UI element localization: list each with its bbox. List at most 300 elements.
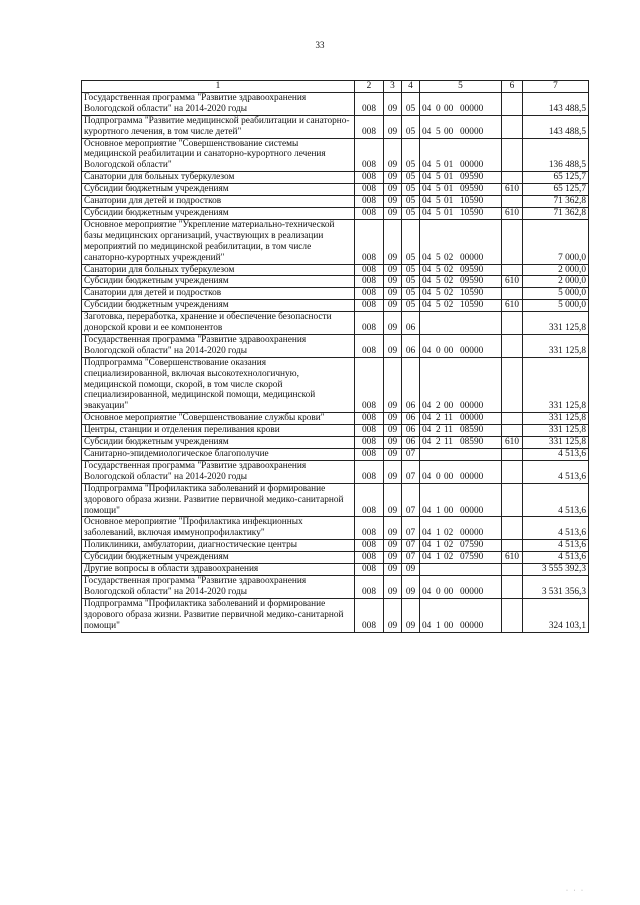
article-part: 0 xyxy=(436,103,441,114)
expense-type-code xyxy=(502,312,523,335)
subsection-code: 05 xyxy=(402,300,420,312)
ministry-code: 008 xyxy=(355,172,384,184)
subsection-code: 05 xyxy=(402,115,420,138)
article-part: 5 xyxy=(436,252,441,263)
header-cell: 5 xyxy=(420,81,502,93)
article-part: 5 xyxy=(436,172,441,183)
table-row xyxy=(82,300,589,312)
article-part: 04 xyxy=(422,300,432,311)
row-name: Субсидии бюджетным учреждениям xyxy=(82,300,355,312)
article-part: 00000 xyxy=(460,103,484,114)
table-row xyxy=(82,413,589,425)
row-name: Основное мероприятие "Совершенствование службы крови" xyxy=(82,413,355,425)
table-row xyxy=(82,598,589,632)
table-row xyxy=(82,449,589,461)
table-row xyxy=(82,460,589,483)
header-cell: 2 xyxy=(355,81,384,93)
amount: 143 488,5 xyxy=(523,115,589,138)
section-code: 09 xyxy=(384,184,402,196)
subsection-code: 05 xyxy=(402,276,420,288)
article-part: 02 xyxy=(444,264,454,275)
amount: 331 125,8 xyxy=(523,334,589,357)
target-article-code xyxy=(420,300,502,312)
subsection-code: 07 xyxy=(402,460,420,483)
amount: 143 488,5 xyxy=(523,92,589,115)
section-code: 09 xyxy=(384,357,402,413)
amount: 5 000,0 xyxy=(523,288,589,300)
ministry-code: 008 xyxy=(355,92,384,115)
subsection-code: 07 xyxy=(402,540,420,552)
subsection-code: 05 xyxy=(402,92,420,115)
header-cell: 4 xyxy=(402,81,420,93)
expense-type-code xyxy=(502,598,523,632)
row-name: Центры, станции и отделения переливания крови xyxy=(82,425,355,437)
amount: 324 103,1 xyxy=(523,598,589,632)
ministry-code: 008 xyxy=(355,437,384,449)
article-part: 07590 xyxy=(460,540,484,551)
amount: 2 000,0 xyxy=(523,264,589,276)
budget-table xyxy=(81,80,589,633)
row-name: Другие вопросы в области здравоохранения xyxy=(82,564,355,576)
target-article-code xyxy=(420,598,502,632)
article-part: 5 xyxy=(436,160,441,171)
target-article-code xyxy=(420,219,502,264)
article-part: 02 xyxy=(444,528,454,539)
target-article-code xyxy=(420,449,502,461)
table-row xyxy=(82,172,589,184)
article-part: 02 xyxy=(444,288,454,299)
header-cell: 1 xyxy=(82,81,355,93)
article-part: 04 xyxy=(422,276,432,287)
expense-type-code xyxy=(502,564,523,576)
amount: 65 125,7 xyxy=(523,172,589,184)
section-code: 09 xyxy=(384,172,402,184)
article-part: 04 xyxy=(422,252,432,263)
target-article-code xyxy=(420,552,502,564)
article-part: 5 xyxy=(436,207,441,218)
article-part: 00000 xyxy=(460,401,484,412)
subsection-code: 07 xyxy=(402,449,420,461)
ministry-code: 008 xyxy=(355,564,384,576)
section-code: 09 xyxy=(384,460,402,483)
table-row xyxy=(82,540,589,552)
section-code: 09 xyxy=(384,598,402,632)
article-part: 04 xyxy=(422,172,432,183)
expense-type-code xyxy=(502,334,523,357)
subsection-code: 06 xyxy=(402,357,420,413)
expense-type-code xyxy=(502,115,523,138)
expense-type-code: 610 xyxy=(502,207,523,219)
expense-type-code xyxy=(502,288,523,300)
subsection-code: 06 xyxy=(402,425,420,437)
ministry-code: 008 xyxy=(355,483,384,517)
table-row xyxy=(82,437,589,449)
ministry-code: 008 xyxy=(355,334,384,357)
section-code: 09 xyxy=(384,219,402,264)
section-code: 09 xyxy=(384,449,402,461)
article-part: 01 xyxy=(444,207,454,218)
target-article-code xyxy=(420,288,502,300)
ministry-code: 008 xyxy=(355,288,384,300)
target-article-code xyxy=(420,413,502,425)
expense-type-code xyxy=(502,219,523,264)
article-part: 08590 xyxy=(460,425,484,436)
article-part: 04 xyxy=(422,103,432,114)
article-part: 0 xyxy=(436,471,441,482)
article-part: 00 xyxy=(444,620,454,631)
table-row xyxy=(82,564,589,576)
row-name: Государственная программа "Развитие здравоохранения Вологодской области" на 2014-2020 годы xyxy=(82,575,355,598)
expense-type-code xyxy=(502,413,523,425)
ministry-code: 008 xyxy=(355,357,384,413)
ministry-code: 008 xyxy=(355,552,384,564)
article-part: 01 xyxy=(444,160,454,171)
subsection-code: 05 xyxy=(402,184,420,196)
amount: 4 513,6 xyxy=(523,540,589,552)
article-part: 04 xyxy=(422,586,432,597)
article-part: 11 xyxy=(444,425,453,436)
page-number: 33 xyxy=(315,40,325,50)
article-part: 5 xyxy=(436,184,441,195)
target-article-code xyxy=(420,460,502,483)
ministry-code: 008 xyxy=(355,413,384,425)
article-part: 11 xyxy=(444,413,453,424)
table-row xyxy=(82,312,589,335)
target-article-code xyxy=(420,575,502,598)
article-part: 10590 xyxy=(460,288,484,299)
target-article-code xyxy=(420,334,502,357)
ministry-code: 008 xyxy=(355,425,384,437)
row-name: Субсидии бюджетным учреждениям xyxy=(82,276,355,288)
article-part: 00000 xyxy=(460,528,484,539)
amount: 331 125,8 xyxy=(523,425,589,437)
table-row xyxy=(82,334,589,357)
article-part: 2 xyxy=(436,437,441,448)
row-name: Основное мероприятие "Профилактика инфекционных заболеваний, включая иммунопрофилактику" xyxy=(82,517,355,540)
subsection-code: 05 xyxy=(402,264,420,276)
target-article-code xyxy=(420,517,502,540)
expense-type-code xyxy=(502,425,523,437)
row-name: Государственная программа "Развитие здравоохранения Вологодской области" на 2014-2020 годы xyxy=(82,334,355,357)
article-part: 02 xyxy=(444,252,454,263)
article-part: 1 xyxy=(436,540,441,551)
article-part: 00000 xyxy=(460,586,484,597)
table-row xyxy=(82,264,589,276)
ministry-code: 008 xyxy=(355,598,384,632)
subsection-code: 06 xyxy=(402,413,420,425)
amount: 4 513,6 xyxy=(523,483,589,517)
row-name: Субсидии бюджетным учреждениям xyxy=(82,552,355,564)
header-cell: 3 xyxy=(384,81,402,93)
article-part: 04 xyxy=(422,505,432,516)
article-part: 00000 xyxy=(460,160,484,171)
table-row xyxy=(82,357,589,413)
section-code: 09 xyxy=(384,264,402,276)
expense-type-code xyxy=(502,172,523,184)
target-article-code xyxy=(420,92,502,115)
subsection-code: 07 xyxy=(402,552,420,564)
subsection-code: 05 xyxy=(402,138,420,172)
row-name: Подпрограмма "Профилактика заболеваний и формирование здорового образа жизни. Развитие первичной медико-санитарной помощи" xyxy=(82,483,355,517)
ministry-code: 008 xyxy=(355,207,384,219)
article-part: 04 xyxy=(422,288,432,299)
article-part: 07590 xyxy=(460,552,484,563)
article-part: 04 xyxy=(422,620,432,631)
article-part: 2 xyxy=(436,401,441,412)
amount: 7 000,0 xyxy=(523,219,589,264)
article-part: 00000 xyxy=(460,413,484,424)
amount: 3 555 392,3 xyxy=(523,564,589,576)
target-article-code xyxy=(420,276,502,288)
row-name: Государственная программа "Развитие здравоохранения Вологодской области" на 2014-2020 годы xyxy=(82,460,355,483)
row-name: Государственная программа "Развитие здравоохранения Вологодской области" на 2014-2020 годы xyxy=(82,92,355,115)
ministry-code: 008 xyxy=(355,300,384,312)
subsection-code: 09 xyxy=(402,564,420,576)
article-part: 09590 xyxy=(460,184,484,195)
article-part: 09590 xyxy=(460,264,484,275)
subsection-code: 05 xyxy=(402,172,420,184)
ministry-code: 008 xyxy=(355,115,384,138)
expense-type-code xyxy=(502,517,523,540)
article-part: 02 xyxy=(444,300,454,311)
amount: 5 000,0 xyxy=(523,300,589,312)
amount: 2 000,0 xyxy=(523,276,589,288)
ministry-code: 008 xyxy=(355,196,384,208)
table-row xyxy=(82,425,589,437)
amount: 331 125,8 xyxy=(523,312,589,335)
ministry-code: 008 xyxy=(355,264,384,276)
subsection-code: 06 xyxy=(402,312,420,335)
amount: 136 488,5 xyxy=(523,138,589,172)
row-name: Субсидии бюджетным учреждениям xyxy=(82,184,355,196)
expense-type-code xyxy=(502,483,523,517)
article-part: 11 xyxy=(444,437,453,448)
section-code: 09 xyxy=(384,564,402,576)
article-part: 00 xyxy=(444,471,454,482)
section-code: 09 xyxy=(384,540,402,552)
article-part: 00 xyxy=(444,401,454,412)
article-part: 00000 xyxy=(460,505,484,516)
section-code: 09 xyxy=(384,413,402,425)
article-part: 00 xyxy=(444,103,454,114)
row-name: Подпрограмма "Развитие медицинской реабилитации и санаторно-курортного лечения, в том числе детей" xyxy=(82,115,355,138)
amount: 4 513,6 xyxy=(523,449,589,461)
target-article-code xyxy=(420,540,502,552)
amount: 331 125,8 xyxy=(523,357,589,413)
article-part: 02 xyxy=(444,552,454,563)
expense-type-code xyxy=(502,575,523,598)
expense-type-code: 610 xyxy=(502,552,523,564)
section-code: 09 xyxy=(384,207,402,219)
amount: 4 513,6 xyxy=(523,552,589,564)
subsection-code: 09 xyxy=(402,598,420,632)
article-part: 10590 xyxy=(460,196,484,207)
section-code: 09 xyxy=(384,138,402,172)
row-name: Поликлиники, амбулатории, диагностические центры xyxy=(82,540,355,552)
article-part: 0 xyxy=(436,586,441,597)
expense-type-code xyxy=(502,540,523,552)
target-article-code xyxy=(420,207,502,219)
expense-type-code: 610 xyxy=(502,184,523,196)
article-part: 04 xyxy=(422,184,432,195)
article-part: 04 xyxy=(422,264,432,275)
amount: 4 513,6 xyxy=(523,460,589,483)
article-part: 2 xyxy=(436,425,441,436)
row-name: Заготовка, переработка, хранение и обеспечение безопасности донорской крови и ее компонентов xyxy=(82,312,355,335)
table-row xyxy=(82,115,589,138)
expense-type-code: 610 xyxy=(502,276,523,288)
article-part: 2 xyxy=(436,413,441,424)
article-part: 02 xyxy=(444,540,454,551)
article-part: 01 xyxy=(444,196,454,207)
section-code: 09 xyxy=(384,425,402,437)
article-part: 04 xyxy=(422,413,432,424)
subsection-code: 05 xyxy=(402,219,420,264)
row-name: Основное мероприятие "Укрепление материально-технической базы медицинских организаций, участвующих в реализации мероприятий по медицинской реабилитации, в том числе санаторно-курортных учреждений" xyxy=(82,219,355,264)
target-article-code xyxy=(420,172,502,184)
article-part: 04 xyxy=(422,425,432,436)
table-row xyxy=(82,92,589,115)
article-part: 5 xyxy=(436,196,441,207)
amount: 4 513,6 xyxy=(523,517,589,540)
article-part: 00000 xyxy=(460,126,484,137)
ministry-code: 008 xyxy=(355,449,384,461)
target-article-code xyxy=(420,483,502,517)
article-part: 5 xyxy=(436,126,441,137)
expense-type-code xyxy=(502,460,523,483)
subsection-code: 09 xyxy=(402,575,420,598)
target-article-code xyxy=(420,425,502,437)
row-name: Подпрограмма "Профилактика заболеваний и формирование здорового образа жизни. Развитие первичной медико-санитарной помощи" xyxy=(82,598,355,632)
article-part: 04 xyxy=(422,437,432,448)
table-row xyxy=(82,288,589,300)
subsection-code: 06 xyxy=(402,437,420,449)
article-part: 04 xyxy=(422,196,432,207)
article-part: 00 xyxy=(444,345,454,356)
ministry-code: 008 xyxy=(355,517,384,540)
amount: 3 531 356,3 xyxy=(523,575,589,598)
article-part: 01 xyxy=(444,184,454,195)
section-code: 09 xyxy=(384,312,402,335)
article-part: 5 xyxy=(436,264,441,275)
section-code: 09 xyxy=(384,115,402,138)
subsection-code: 06 xyxy=(402,334,420,357)
row-name: Санитарно-эпидемиологическое благополучие xyxy=(82,449,355,461)
subsection-code: 05 xyxy=(402,196,420,208)
header-cell: 6 xyxy=(502,81,523,93)
article-part: 09590 xyxy=(460,172,484,183)
article-part: 10590 xyxy=(460,300,484,311)
target-article-code xyxy=(420,196,502,208)
row-name: Основное мероприятие "Совершенствование системы медицинской реабилитации и санаторно-курортного лечения Вологодской области" xyxy=(82,138,355,172)
expense-type-code xyxy=(502,138,523,172)
target-article-code xyxy=(420,264,502,276)
section-code: 09 xyxy=(384,575,402,598)
target-article-code xyxy=(420,357,502,413)
target-article-code xyxy=(420,138,502,172)
ministry-code: 008 xyxy=(355,460,384,483)
target-article-code xyxy=(420,312,502,335)
article-part: 04 xyxy=(422,126,432,137)
subsection-code: 07 xyxy=(402,483,420,517)
article-part: 04 xyxy=(422,528,432,539)
article-part: 02 xyxy=(444,276,454,287)
amount: 331 125,8 xyxy=(523,413,589,425)
expense-type-code: 610 xyxy=(502,300,523,312)
amount: 65 125,7 xyxy=(523,184,589,196)
amount: 331 125,8 xyxy=(523,437,589,449)
article-part: 00000 xyxy=(460,252,484,263)
row-name: Санатории для больных туберкулезом xyxy=(82,172,355,184)
article-part: 5 xyxy=(436,288,441,299)
article-part: 09590 xyxy=(460,276,484,287)
section-code: 09 xyxy=(384,300,402,312)
subsection-code: 05 xyxy=(402,207,420,219)
table-row xyxy=(82,207,589,219)
table-row xyxy=(82,517,589,540)
amount: 71 362,8 xyxy=(523,196,589,208)
article-part: 04 xyxy=(422,160,432,171)
row-name: Субсидии бюджетным учреждениям xyxy=(82,207,355,219)
target-article-code xyxy=(420,115,502,138)
section-code: 09 xyxy=(384,334,402,357)
row-name: Санатории для детей и подростков xyxy=(82,288,355,300)
table-row xyxy=(82,276,589,288)
expense-type-code xyxy=(502,449,523,461)
target-article-code xyxy=(420,437,502,449)
target-article-code xyxy=(420,564,502,576)
article-part: 00000 xyxy=(460,345,484,356)
section-code: 09 xyxy=(384,483,402,517)
ministry-code: 008 xyxy=(355,575,384,598)
table-row xyxy=(82,575,589,598)
article-part: 00 xyxy=(444,505,454,516)
expense-type-code: 610 xyxy=(502,437,523,449)
article-part: 04 xyxy=(422,345,432,356)
article-part: 5 xyxy=(436,276,441,287)
table-row xyxy=(82,552,589,564)
article-part: 1 xyxy=(436,552,441,563)
table-row xyxy=(82,184,589,196)
article-part: 00000 xyxy=(460,471,484,482)
article-part: 04 xyxy=(422,471,432,482)
ministry-code: 008 xyxy=(355,276,384,288)
article-part: 5 xyxy=(436,300,441,311)
section-code: 09 xyxy=(384,437,402,449)
header-cell: 7 xyxy=(523,81,589,93)
row-name: Подпрограмма "Совершенствование оказания специализированной, включая высокотехнологичную, медицинской помощи, скорой, в том числе скорой специализированной, медицинской помощи, медицинской эвакуации" xyxy=(82,357,355,413)
article-part: 1 xyxy=(436,620,441,631)
article-part: 00 xyxy=(444,126,454,137)
article-part: 04 xyxy=(422,552,432,563)
ministry-code: 008 xyxy=(355,184,384,196)
ministry-code: 008 xyxy=(355,540,384,552)
article-part: 04 xyxy=(422,207,432,218)
table-row xyxy=(82,196,589,208)
table-row xyxy=(82,483,589,517)
section-code: 09 xyxy=(384,552,402,564)
target-article-code xyxy=(420,184,502,196)
subsection-code: 05 xyxy=(402,288,420,300)
article-part: 10590 xyxy=(460,207,484,218)
expense-type-code xyxy=(502,92,523,115)
row-name: Субсидии бюджетным учреждениям xyxy=(82,437,355,449)
article-part: 1 xyxy=(436,505,441,516)
table-row xyxy=(82,219,589,264)
expense-type-code xyxy=(502,357,523,413)
table-row xyxy=(82,138,589,172)
amount: 71 362,8 xyxy=(523,207,589,219)
